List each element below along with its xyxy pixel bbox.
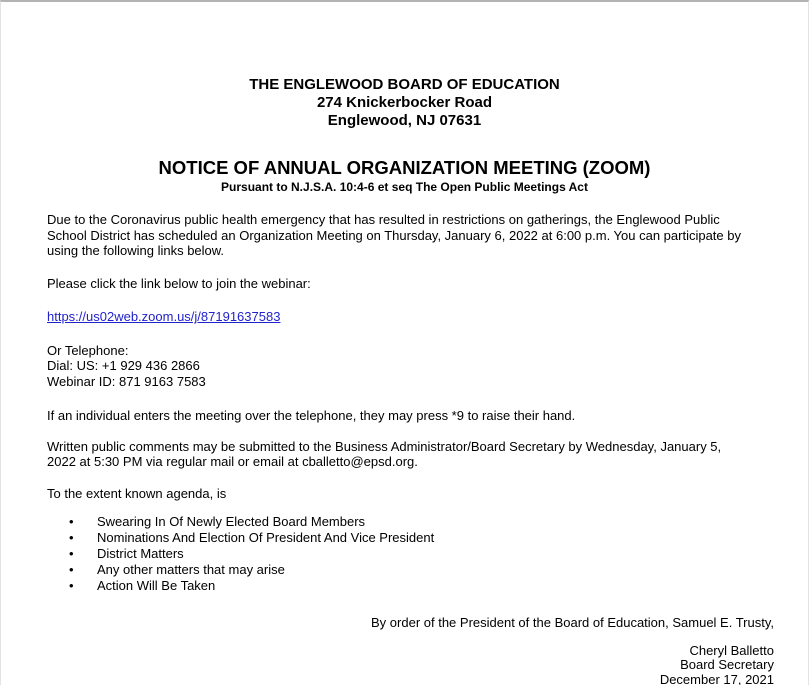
bullet-icon [65,514,97,530]
organization-name: THE ENGLEWOOD BOARD OF EDUCATION [249,76,560,93]
bullet-icon [65,578,97,594]
intro-line-3: using the following links below. [47,243,225,258]
notice-subtitle: Pursuant to N.J.S.A. 10:4-6 et seq The Open Public Meetings Act [221,180,588,194]
agenda-item [65,578,808,594]
signature-name: Cheryl Balletto [689,642,774,658]
agenda-item [65,530,808,546]
address-street: 274 Knickerbocker Road [316,94,493,111]
notice-title: NOTICE OF ANNUAL ORGANIZATION MEETING (ZOOM) [158,157,651,178]
address-city: Englewood, NJ 07631 [327,112,482,129]
webinar-id: Webinar ID: 871 9163 7583 [47,373,206,389]
bullet-icon [65,562,97,578]
written-comments-line-1: Written public comments may be submitted to the Business Administrator/Board Secretary by Wednesday, January 5, [47,438,722,454]
agenda-item-text: District Matters [97,546,184,561]
join-webinar-instruction: Please click the link below to join the webinar: [47,275,311,291]
by-order-line: By order of the President of the Board of Education, Samuel E. Trusty, [371,615,774,630]
intro-paragraph [47,212,768,259]
dial-number: Dial: US: +1 929 436 2866 [47,358,200,373]
agenda-item-text: Swearing In Of Newly Elected Board Members [97,514,366,529]
agenda-item [65,562,808,578]
agenda-list [1,514,808,594]
raise-hand-note: If an individual enters the meeting over the telephone, they may press *9 to raise their hand. [47,408,576,423]
agenda-item [65,546,808,562]
bullet-icon [65,530,97,546]
agenda-intro: To the extent known agenda, is [47,485,227,501]
written-comments-paragraph [47,439,768,470]
zoom-webinar-link[interactable]: https://us02web.zoom.us/j/87191637583 [47,309,281,324]
signature-title: Board Secretary [680,657,774,672]
webinar-link-paragraph [47,309,768,325]
agenda-item-text: Action Will Be Taken [97,578,216,593]
letterhead [1,76,808,130]
written-comments-line-2: 2022 at 5:30 PM via regular mail or email at cballetto@epsd.org. [47,454,418,469]
agenda-item [65,514,808,530]
agenda-item-text: Nominations And Election Of President And Vice President [97,530,435,545]
signature-date: December 17, 2021 [659,671,774,685]
or-telephone-label: Or Telephone: [47,342,129,358]
signature-block [1,644,774,685]
agenda-item-text: Any other matters that may arise [97,562,285,577]
telephone-block [47,343,768,390]
intro-line-2: School District has scheduled an Organization Meeting on Thursday, January 6, 2022 at 6:00 p.m. You can participate by [47,227,741,243]
bullet-icon [65,546,97,562]
intro-line-1: Due to the Coronavirus public health emergency that has resulted in restrictions on gatherings, the Englewood Public [47,212,720,227]
